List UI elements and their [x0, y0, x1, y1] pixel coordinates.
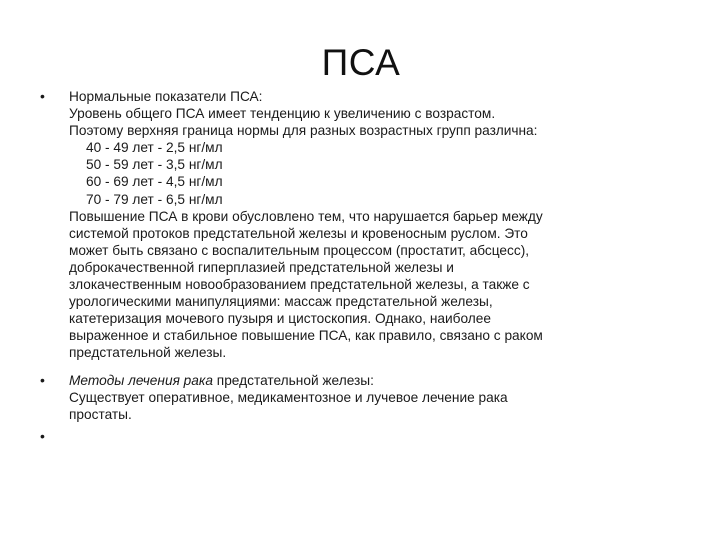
explanation-line-5: злокачественным новообразованием предстательной железы, а также с [69, 277, 530, 293]
explanation-line-7: катетеризация мочевого пузыря и цистоскопия. Однако, наиболее [69, 311, 492, 327]
treatment-line-1: Существует оперативное, медикаментозное и лучевое лечение рака [69, 390, 508, 406]
explanation-line-8: выраженное и стабильное повышение ПСА, как правило, связано с раком [69, 328, 543, 344]
bullet-dot-1: • [40, 88, 45, 104]
treatment-heading-rest: предстательной железы: [212, 373, 374, 388]
explanation-line-3: может быть связано с воспалительным процессом (простатит, абсцесс), [69, 242, 530, 258]
explanation-line-1: Повышение ПСА в крови обусловлено тем, что нарушается барьер между [69, 208, 543, 224]
explanation-line-4: доброкачественной гиперплазией предстательной железы и [69, 259, 454, 275]
treatment-line-2: простаты. [69, 407, 132, 423]
explanation-line-2: системой протоков предстательной железы и кровеносным руслом. Это [69, 225, 528, 241]
intro-line-2: Поэтому верхняя граница нормы для разных возрастных групп различна: [69, 123, 538, 139]
norms-heading: Нормальные показатели ПСА: [69, 89, 263, 104]
bullet-dot-2: • [40, 372, 45, 388]
intro-line-1: Уровень общего ПСА имеет тенденцию к увеличению с возрастом. [69, 106, 496, 122]
bullet-dot-3: • [40, 428, 45, 444]
bullet-item-psa-norms [69, 88, 659, 362]
treatment-heading [69, 372, 659, 389]
age-norm-40-49: 40 - 49 лет - 2,5 нг/мл [86, 140, 223, 156]
slide-title: ПСА [321, 42, 401, 83]
age-norm-70-79: 70 - 79 лет - 6,5 нг/мл [86, 191, 223, 207]
age-norm-60-69: 60 - 69 лет - 4,5 нг/мл [86, 174, 223, 190]
age-norm-50-59: 50 - 59 лет - 3,5 нг/мл [86, 157, 223, 173]
bullet-item-treatment [69, 372, 659, 423]
treatment-heading-italic: Методы лечения рака [69, 373, 213, 388]
explanation-line-6: урологическими манипуляциями: массаж предстательной железы, [69, 294, 493, 310]
explanation-line-9: предстательной железы. [69, 345, 227, 361]
